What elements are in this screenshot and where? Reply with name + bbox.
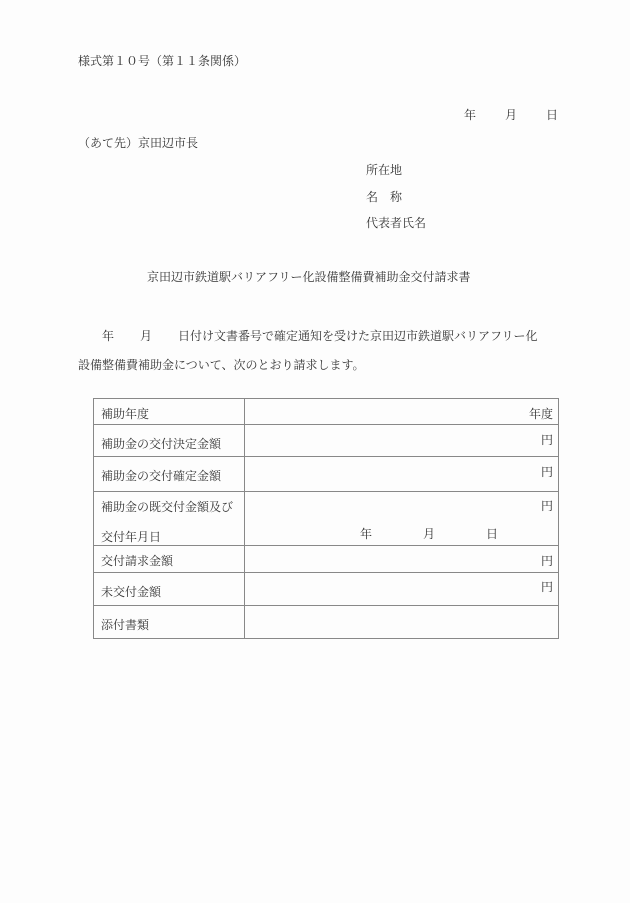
unpaid-amount-field[interactable] [245,573,559,606]
unit-label: 年度 [528,407,553,421]
confirmed-amount-field[interactable] [245,457,559,492]
date-day: 日 [546,108,559,122]
unit-label: 円 [540,580,553,594]
date-year: 年 [464,108,477,122]
fiscal-year-field[interactable] [245,399,559,425]
requested-amount-field[interactable] [245,546,559,573]
statement-line-1: 年 月 日付け文書番号で確定通知を受けた京田辺市鉄道駅バリアフリー化 [102,329,538,343]
table-row-unpaid-amount [94,573,559,606]
row-label: 添付書類 [101,618,150,632]
applicant-representative-label: 代表者氏名 [366,216,427,230]
request-table [93,398,559,639]
unit-label: 円 [540,465,553,479]
row-label: 補助金の交付決定金額 [101,437,222,451]
unit-label: 円 [540,499,553,513]
row-label-line-2: 交付年月日 [101,530,162,544]
applicant-name-label: 名 称 [366,190,403,204]
applicant-address-label: 所在地 [366,163,403,177]
unit-label: 円 [540,433,553,447]
paid-amount-field[interactable] [245,492,559,546]
table-row-paid-amount [94,492,559,546]
decided-amount-field[interactable] [245,425,559,457]
table-row-confirmed-amount [94,457,559,492]
row-label: 補助金の交付確定金額 [101,469,222,483]
row-label: 未交付金額 [101,585,162,599]
row-label: 補助金の既交付金額及び [101,500,234,514]
table-row-requested-amount [94,546,559,573]
form-number: 様式第１０号（第１１条関係） [78,54,247,68]
table-row-attachments [94,606,559,639]
unit-label: 円 [540,554,553,568]
submission-date [464,108,558,122]
row-label: 補助年度 [101,407,150,421]
paid-date: 年 月 日 [360,527,499,541]
table-row-decided-amount [94,425,559,457]
row-label: 交付請求金額 [101,554,174,568]
table-row-fiscal-year [94,399,559,425]
attachments-field[interactable] [245,606,559,639]
statement-line-2: 設備整備費補助金について、次のとおり請求します。 [78,358,365,372]
document-title: 京田辺市鉄道駅バリアフリー化設備整備費補助金交付請求書 [147,270,471,284]
recipient: （あて先）京田辺市長 [78,136,199,150]
date-month: 月 [505,108,518,122]
request-statement [78,322,558,380]
